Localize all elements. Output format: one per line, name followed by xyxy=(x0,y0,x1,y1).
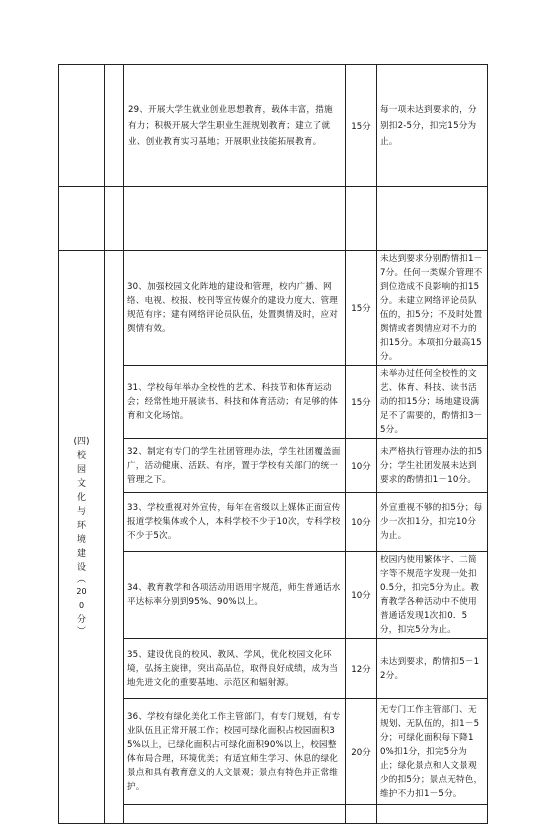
item-content-text: 36、学校有绿化美化工作主管部门，有专门规划，有专业队伍且正常开展工作；校园可绿化面积占校园面积35%以上，已绿化面积占可绿化面积90%以上，校园整体布局合理，环境优美；有适宜师生学习、休息的绿化景点和具有教育意义的人文景观；景点有特色并正常维护。 xyxy=(127,711,341,792)
item-content-text: 32、制定有专门的学生社团管理办法，学生社团覆盖面广，活动健康、活跃、有序，置于学校有关部门的统一管理之下。 xyxy=(127,446,341,485)
item-criteria xyxy=(377,639,488,699)
item-criteria-text: 未严格执行管理办法的扣5分；学生社团发展未达到要求的酌情扣1－10分。 xyxy=(380,446,483,485)
item-criteria xyxy=(377,439,488,493)
category-cell-previous xyxy=(59,65,105,187)
item-content-text: 29、开展大学生就业创业思想教育，载体丰富，措施有力；积极开展大学生职业生涯规划教育；建立了就业、创业教育实习基地；开展职业技能拓展教育。 xyxy=(128,104,333,147)
subcategory-cell-previous xyxy=(105,65,124,187)
item-content xyxy=(124,439,346,493)
item-score xyxy=(346,251,377,366)
evaluation-table xyxy=(58,64,488,824)
item-criteria xyxy=(377,699,488,805)
item-score xyxy=(346,639,377,699)
item-criteria-text: 未达到要求分别酌情扣1－7分。任何一类媒介管理不到位造成不良影响的扣15分。未建立网络评论员队伍的，扣5分；不及时处置舆情或者舆情应对不力的扣15分。本项扣分最高15分。 xyxy=(380,254,483,362)
table-row xyxy=(59,493,488,552)
table-row xyxy=(59,639,488,699)
category-cell xyxy=(59,251,105,824)
item-content xyxy=(124,639,346,699)
item-content-text: 34、教育教学和各项活动用语用字规范，师生普通话水平达标率分别到95%、90%以上。 xyxy=(127,583,341,607)
item-content xyxy=(124,251,346,366)
item-score-text: 20分 xyxy=(351,747,371,758)
spacer-row xyxy=(59,187,488,251)
item-score xyxy=(346,65,377,187)
item-content xyxy=(124,552,346,639)
item-score xyxy=(346,493,377,552)
category-number: (四) xyxy=(73,437,90,447)
item-criteria xyxy=(377,65,488,187)
item-criteria-text: 校园内使用繁体字、二简字等不规范字发现一处扣0.5分，扣完5分为止。教育教学各种活动中不使用普通话发现1次扣0．5分，扣完5分为止。 xyxy=(380,555,480,635)
table-row xyxy=(59,552,488,639)
item-criteria xyxy=(377,366,488,439)
item-content-text: 35、建设优良的校风、教风、学风，优化校园文化环境，弘扬主旋律，突出高品位，取得良好成绩，成为当地先进文化的重要基地、示范区和辐射源。 xyxy=(127,649,339,688)
item-score-text: 12分 xyxy=(351,664,371,675)
table-row xyxy=(59,439,488,493)
item-criteria-text: 外宣重视不够的扣5分；每少一次扣1分，扣完10分为止。 xyxy=(380,503,483,541)
item-content-text: 30、加强校园文化阵地的建设和管理，校内广播、网络、电视、校报、校刊等宣传媒介的建设力度大、管理规范有序；建有网络评论员队伍，处置舆情及时，应对舆情有效。 xyxy=(127,282,339,334)
item-criteria xyxy=(377,251,488,366)
item-criteria-text: 无专门工作主管部门、无规划、无队伍的，扣1－5分；可绿化面积每下降10%扣1分，扣完5分为止；绿化景点和人文景观少的扣5分；景点无特色，维护不力扣1－5分。 xyxy=(380,704,483,799)
category-title: 校 园 文 化 与 环 境 建 设 ︵ 200 分 ︶ xyxy=(76,451,87,637)
table-row xyxy=(59,65,488,187)
item-score xyxy=(346,439,377,493)
subcategory-cell xyxy=(105,251,124,824)
item-score-text: 15分 xyxy=(351,304,371,314)
table-row xyxy=(59,699,488,805)
item-score xyxy=(346,699,377,805)
spacer-row xyxy=(59,805,488,824)
item-criteria xyxy=(377,552,488,639)
table-row xyxy=(59,251,488,366)
item-content xyxy=(124,65,346,187)
item-score-text: 15分 xyxy=(351,398,371,408)
item-content xyxy=(124,493,346,552)
item-content xyxy=(124,699,346,805)
item-score xyxy=(346,552,377,639)
item-score-text: 10分 xyxy=(351,591,371,601)
item-score-text: 10分 xyxy=(351,518,371,528)
item-criteria-text: 未举办过任何全校性的文艺、体育、科技、读书活动的扣15分；场地建设满足不了需要的，酌情扣3－5分。 xyxy=(380,369,483,435)
item-criteria-text: 每一项未达到要求的，分别扣2-5分，扣完15分为止。 xyxy=(380,104,477,147)
item-score-text: 15分 xyxy=(351,121,371,132)
table-row xyxy=(59,366,488,439)
item-content-text: 31、学校每年举办全校性的艺术、科技节和体育运动会；经常性地开展读书、科技和体育活动；有足够的体育和文化场馆。 xyxy=(127,383,339,421)
item-score-text: 10分 xyxy=(351,461,371,472)
item-criteria-text: 未达到要求，酌情扣5－12分。 xyxy=(380,656,480,681)
item-content xyxy=(124,366,346,439)
item-content-text: 33、学校重视对外宣传，每年在省级以上媒体正面宣传报道学校集体或个人，本科学校不少于10次，专科学校不少于5次。 xyxy=(127,503,341,541)
item-score xyxy=(346,366,377,439)
item-criteria xyxy=(377,493,488,552)
